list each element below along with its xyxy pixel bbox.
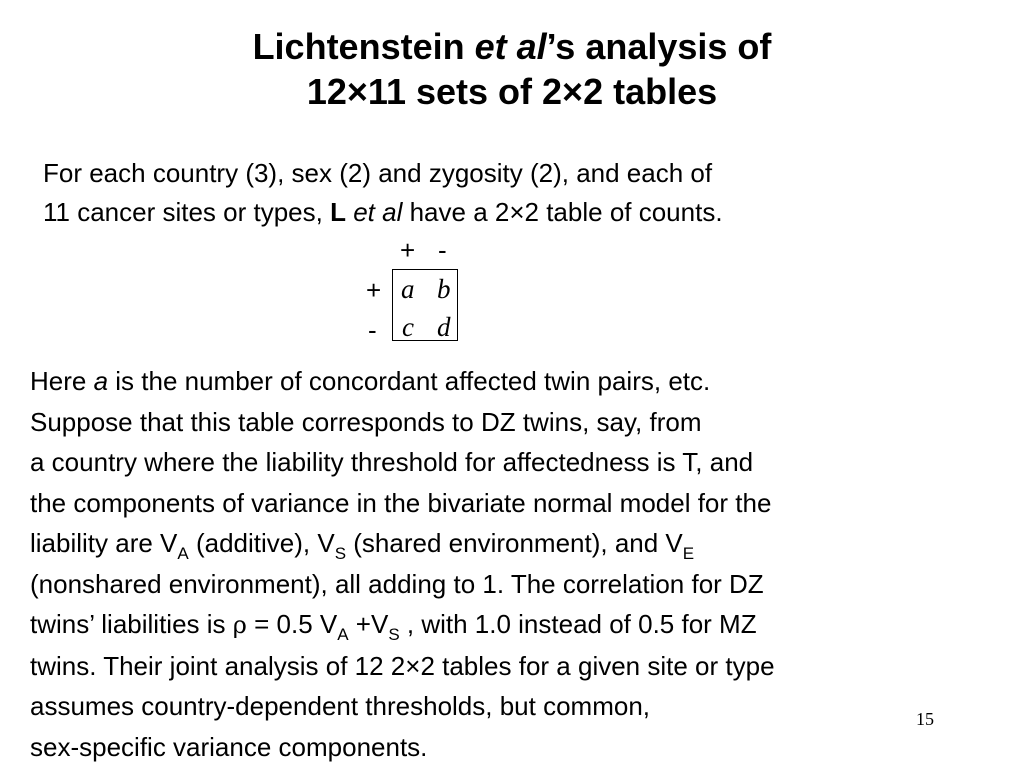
body-text: twins’ liabilities is xyxy=(30,609,233,639)
body-text: , with 1.0 instead of 0.5 for MZ xyxy=(399,609,757,639)
intro-et-al: et al xyxy=(353,197,403,227)
body-text: Here xyxy=(30,366,94,396)
body-line-10: sex-specific variance components. xyxy=(30,731,428,762)
body-line-3: a country where the liability threshold for affectedness is T, and xyxy=(30,447,754,477)
body-line-6: (nonshared environment), all adding to 1. The correlation for DZ xyxy=(30,568,764,599)
body-text: (shared environment), and V xyxy=(346,528,683,558)
intro-line-1: For each country (3), sex (2) and zygosity (2), and each of xyxy=(43,158,713,188)
intro-text-end: have a 2×2 table of counts. xyxy=(402,197,723,227)
subscript-s: S xyxy=(388,625,400,644)
cell-c: c xyxy=(402,312,414,342)
body-italic-a: a xyxy=(93,366,109,396)
cell-b: b xyxy=(437,274,451,304)
slide-title xyxy=(0,24,1024,114)
subscript-e: E xyxy=(682,544,695,563)
body-line-1 xyxy=(30,361,1024,402)
title-text-et-al: et al xyxy=(474,26,547,67)
intro-line-2 xyxy=(43,193,1003,232)
col-header-plus: + xyxy=(400,235,416,265)
body-text: +V xyxy=(348,609,389,639)
title-line-2: 12×11 sets of 2×2 tables xyxy=(306,71,718,112)
body-line-9: assumes country-dependent thresholds, but common, xyxy=(30,691,651,721)
body-text: (additive), V xyxy=(188,528,335,558)
subscript-a: A xyxy=(337,625,349,644)
col-header-minus: - xyxy=(438,235,447,265)
cell-a: a xyxy=(401,274,415,304)
subscript-a: A xyxy=(177,544,189,563)
body-line-2: Suppose that this table corresponds to DZ twins, say, from xyxy=(30,406,702,437)
cell-d: d xyxy=(437,312,451,342)
body-line-8: twins. Their joint analysis of 12 2×2 tables for a given site or type xyxy=(30,650,775,681)
intro-bold-l: L xyxy=(330,197,346,227)
row-header-minus: - xyxy=(368,315,377,345)
body-text: is the number of concordant affected twin pairs, etc. xyxy=(108,366,711,396)
intro-text: 11 cancer sites or types, xyxy=(43,197,331,227)
page-number: 15 xyxy=(916,709,934,729)
title-text-analysis: ’s analysis of xyxy=(546,26,772,67)
intro-paragraph xyxy=(43,154,1003,232)
body-text: liability are V xyxy=(30,528,178,558)
body-line-4: the components of variance in the bivariate normal model for the xyxy=(30,487,772,518)
rho-symbol: ρ xyxy=(232,611,247,639)
body-paragraph xyxy=(30,361,1024,767)
title-line-1 xyxy=(0,24,1024,69)
body-line-7 xyxy=(30,604,1024,646)
row-header-plus: + xyxy=(366,275,382,305)
body-text: = 0.5 V xyxy=(246,609,338,639)
subscript-s: S xyxy=(334,544,347,563)
body-line-5 xyxy=(30,523,1024,564)
title-text-author: Lichtenstein xyxy=(252,26,475,67)
